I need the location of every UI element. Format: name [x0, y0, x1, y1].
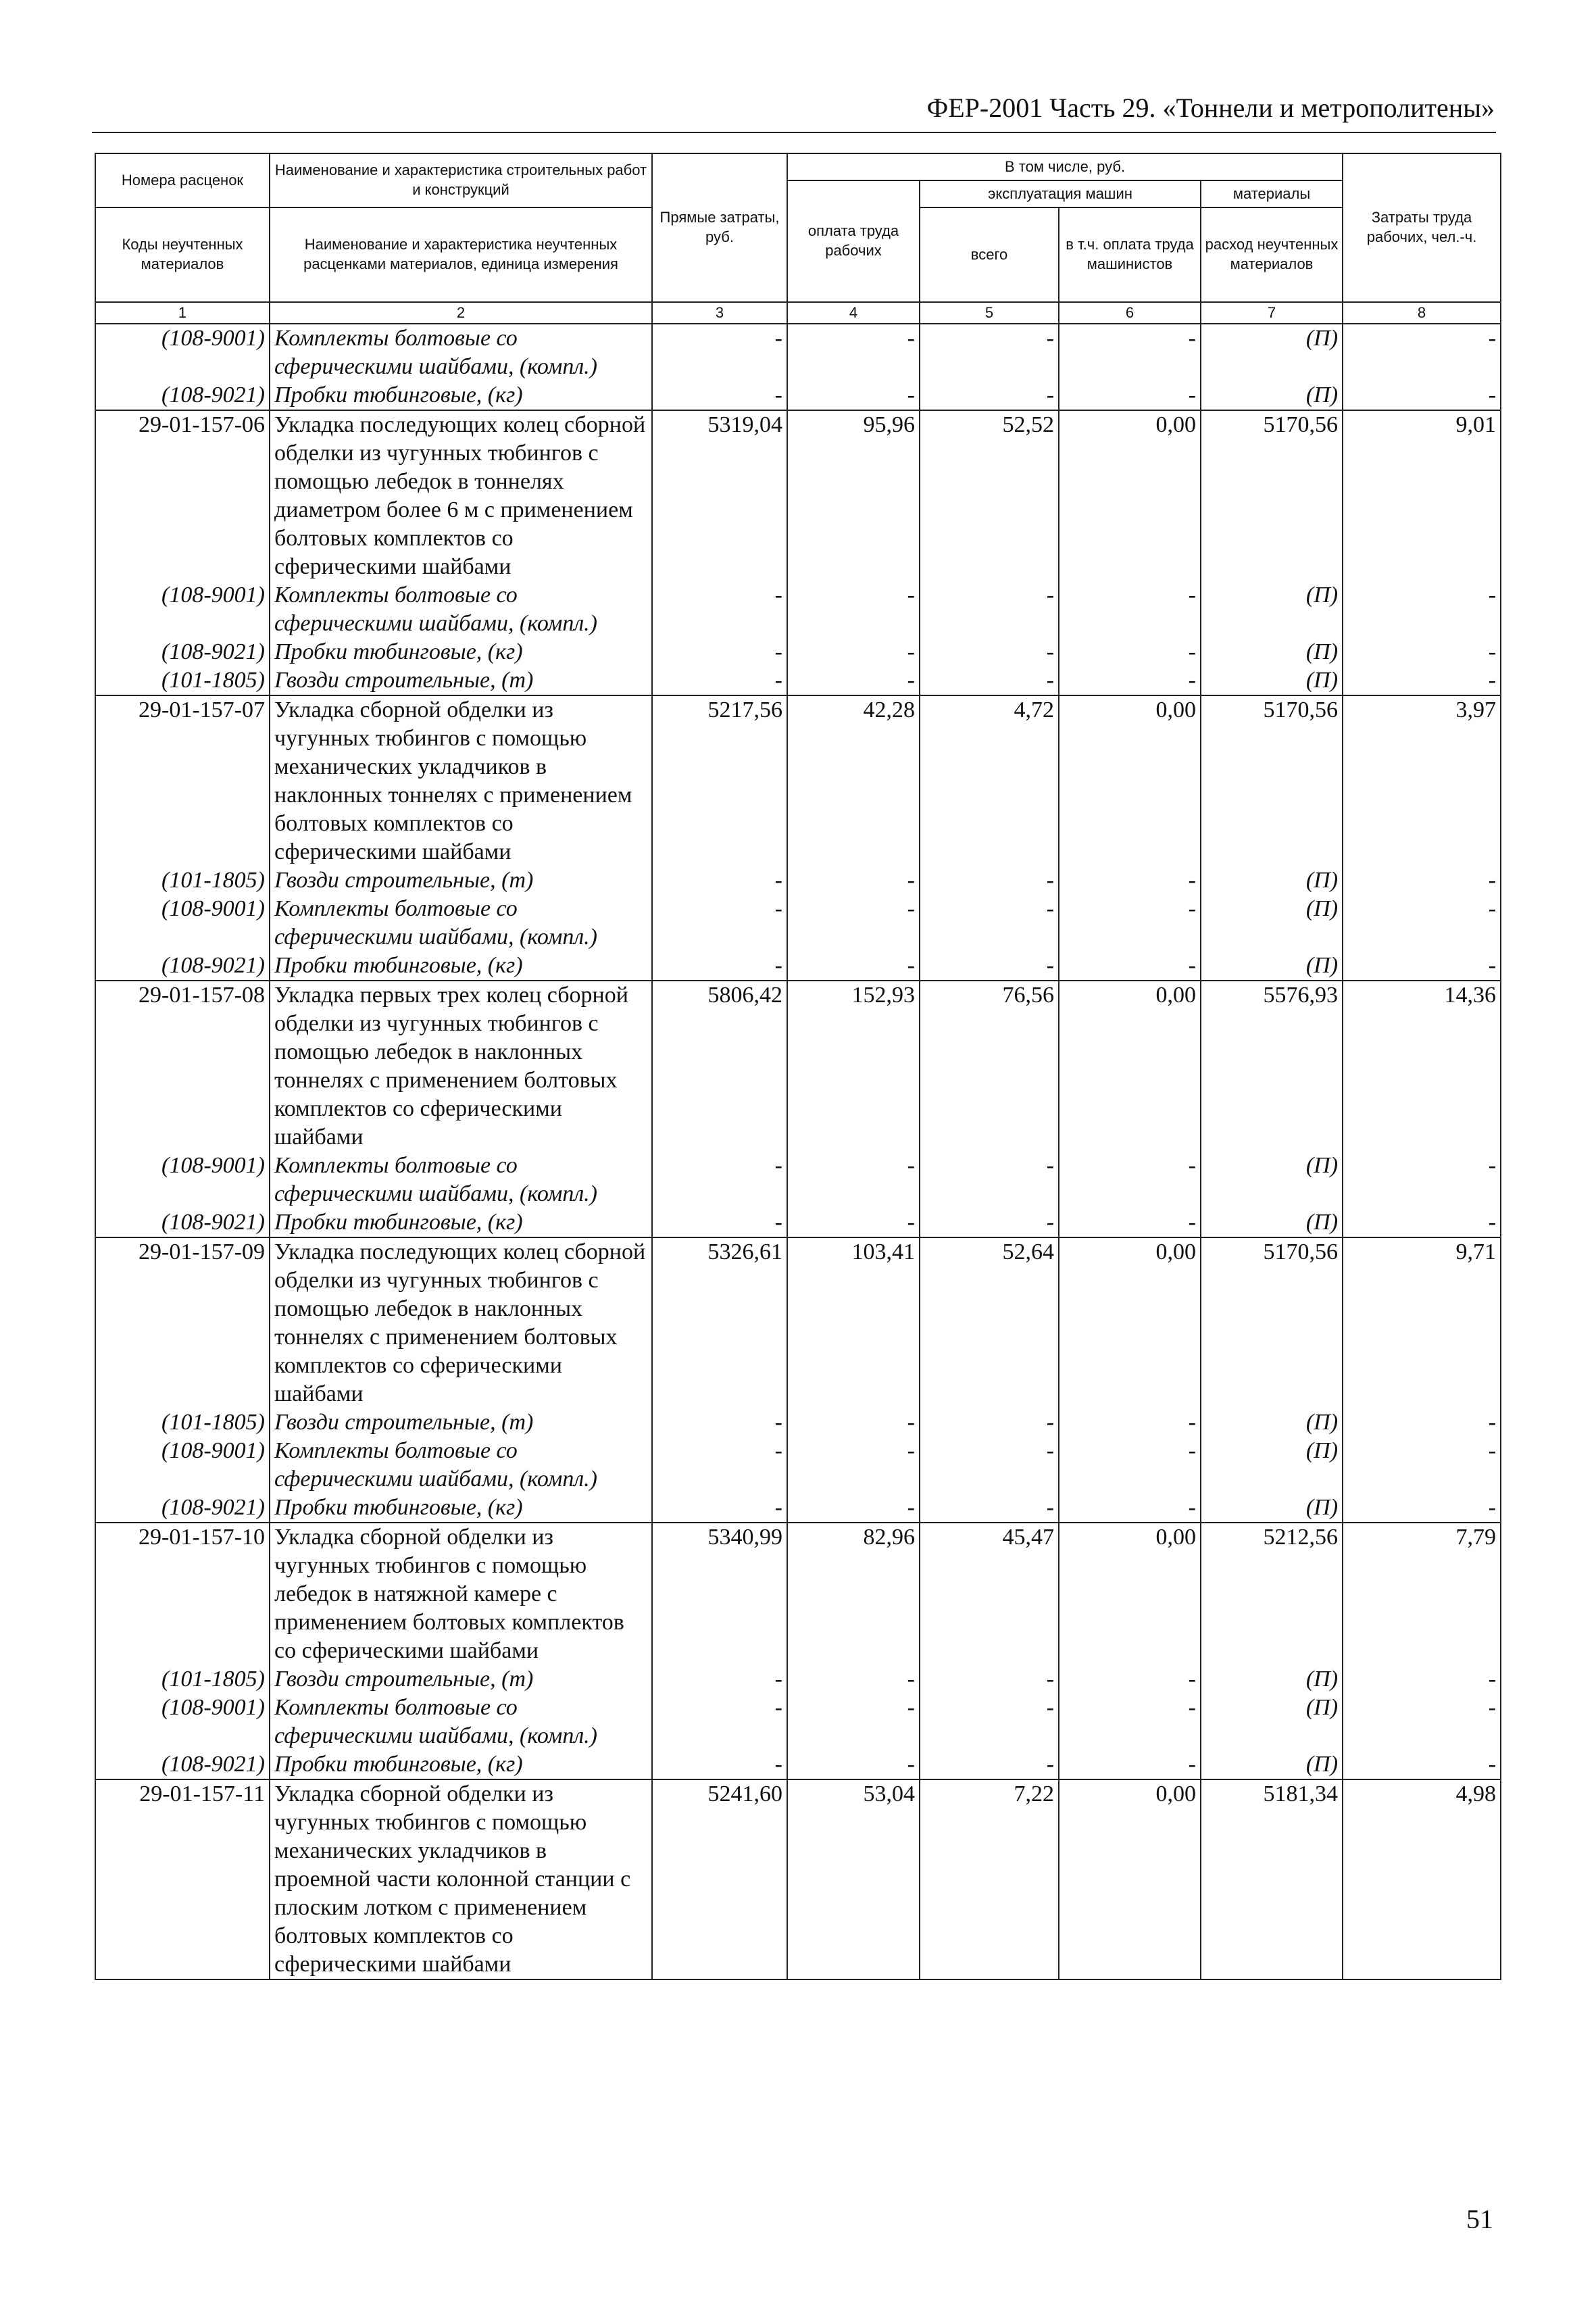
materials-value: (П)	[1201, 1665, 1343, 1694]
material-code: (108-9001)	[95, 324, 270, 381]
materials-value: (П)	[1201, 1408, 1343, 1437]
rate-row	[95, 1523, 1501, 1665]
material-row	[95, 1750, 1501, 1779]
material-code: (108-9001)	[95, 895, 270, 952]
material-row	[95, 866, 1501, 895]
material-name: Комплекты болтовые со сферическими шайбами, (компл.)	[270, 1437, 652, 1494]
header-machine-total: всего	[920, 207, 1059, 302]
machine-ops-value: -	[920, 1750, 1059, 1779]
machinist-pay-value: -	[1059, 1208, 1201, 1237]
machinist-pay-value: 0,00	[1059, 1237, 1201, 1408]
work-name: Укладка сборной обделки из чугунных тюбингов с помощью лебедок в натяжной камере с применением болтовых комплектов со сферическими шайбами	[270, 1523, 652, 1665]
material-name: Пробки тюбинговые, (кг)	[270, 638, 652, 666]
table-body	[95, 324, 1501, 1979]
header-materials-consumption: расход неучтенных материалов	[1201, 207, 1343, 302]
machine-ops-value: -	[920, 1208, 1059, 1237]
rate-row	[95, 1779, 1501, 1979]
materials-value: (П)	[1201, 666, 1343, 695]
materials-value: (П)	[1201, 324, 1343, 381]
labor-hours-value: 9,01	[1343, 410, 1501, 581]
direct-costs-value: 5241,60	[652, 1779, 787, 1979]
machine-ops-value: -	[920, 1408, 1059, 1437]
material-row	[95, 1665, 1501, 1694]
column-number: 7	[1201, 302, 1343, 324]
machinist-pay-value: -	[1059, 1437, 1201, 1494]
material-name: Пробки тюбинговые, (кг)	[270, 952, 652, 981]
material-row	[95, 324, 1501, 381]
materials-value: (П)	[1201, 1208, 1343, 1237]
header-material-names: Наименование и характеристика неучтенных расценками материалов, единица измерения	[270, 207, 652, 302]
material-name: Комплекты болтовые со сферическими шайбами, (компл.)	[270, 324, 652, 381]
direct-costs-value: -	[652, 581, 787, 638]
labor-hours-value: 9,71	[1343, 1237, 1501, 1408]
materials-value: (П)	[1201, 1694, 1343, 1750]
machine-ops-value: -	[920, 666, 1059, 695]
material-row	[95, 581, 1501, 638]
header-labor-costs: Затраты труда рабочих, чел.-ч.	[1343, 153, 1501, 302]
labor-pay-value: -	[787, 1408, 920, 1437]
machinist-pay-value: -	[1059, 866, 1201, 895]
labor-pay-value: -	[787, 1208, 920, 1237]
material-code: (108-9021)	[95, 381, 270, 410]
labor-pay-value: -	[787, 666, 920, 695]
work-name: Укладка сборной обделки из чугунных тюбингов с помощью механических укладчиков в наклонных тоннелях с применением болтовых комплектов со сферическими шайбами	[270, 695, 652, 866]
direct-costs-value: 5806,42	[652, 981, 787, 1152]
material-name: Гвозди строительные, (т)	[270, 866, 652, 895]
materials-value: (П)	[1201, 581, 1343, 638]
machine-ops-value: -	[920, 381, 1059, 410]
material-row	[95, 952, 1501, 981]
labor-pay-value: -	[787, 895, 920, 952]
labor-pay-value: -	[787, 866, 920, 895]
labor-hours-value: -	[1343, 1665, 1501, 1694]
material-row	[95, 1408, 1501, 1437]
machinist-pay-value: -	[1059, 1494, 1201, 1523]
labor-pay-value: -	[787, 952, 920, 981]
machine-ops-value: -	[920, 1694, 1059, 1750]
header-rate-numbers: Номера расценок	[95, 153, 270, 207]
materials-value: (П)	[1201, 1494, 1343, 1523]
materials-value: (П)	[1201, 638, 1343, 666]
header-machinist-pay: в т.ч. оплата труда машинистов	[1059, 207, 1201, 302]
labor-hours-value: -	[1343, 1494, 1501, 1523]
machine-ops-value: -	[920, 952, 1059, 981]
material-row	[95, 895, 1501, 952]
labor-pay-value: -	[787, 1750, 920, 1779]
labor-pay-value: -	[787, 1665, 920, 1694]
labor-pay-value: 82,96	[787, 1523, 920, 1665]
rate-row	[95, 981, 1501, 1152]
header-labor-pay: оплата труда рабочих	[787, 180, 920, 302]
header-materials: материалы	[1201, 180, 1343, 207]
machine-ops-value: -	[920, 581, 1059, 638]
direct-costs-value: -	[652, 666, 787, 695]
materials-value: 5170,56	[1201, 695, 1343, 866]
header-including: В том числе, руб.	[787, 153, 1343, 180]
machinist-pay-value: -	[1059, 1408, 1201, 1437]
labor-hours-value: 3,97	[1343, 695, 1501, 866]
material-code: (101-1805)	[95, 866, 270, 895]
material-code: (108-9001)	[95, 581, 270, 638]
page-header-title: ФЕР-2001 Часть 29. «Тоннели и метрополитены»	[926, 93, 1495, 123]
machinist-pay-value: -	[1059, 1152, 1201, 1208]
labor-hours-value: -	[1343, 952, 1501, 981]
direct-costs-value: -	[652, 1665, 787, 1694]
direct-costs-value: -	[652, 1408, 787, 1437]
work-name: Укладка последующих колец сборной обделки из чугунных тюбингов с помощью лебедок в наклонных тоннелях с применением болтовых комплектов со сферическими шайбами	[270, 1237, 652, 1408]
machinist-pay-value: -	[1059, 638, 1201, 666]
labor-hours-value: -	[1343, 581, 1501, 638]
rate-code: 29-01-157-10	[95, 1523, 270, 1665]
machinist-pay-value: -	[1059, 895, 1201, 952]
materials-value: (П)	[1201, 895, 1343, 952]
work-name: Укладка первых трех колец сборной обделки из чугунных тюбингов с помощью лебедок в наклонных тоннелях с применением болтовых комплектов со сферическими шайбами	[270, 981, 652, 1152]
direct-costs-value: -	[652, 1437, 787, 1494]
material-name: Гвозди строительные, (т)	[270, 666, 652, 695]
direct-costs-value: -	[652, 952, 787, 981]
direct-costs-value: -	[652, 866, 787, 895]
labor-hours-value: -	[1343, 895, 1501, 952]
labor-hours-value: 7,79	[1343, 1523, 1501, 1665]
column-number: 2	[270, 302, 652, 324]
labor-pay-value: 152,93	[787, 981, 920, 1152]
rate-row	[95, 1237, 1501, 1408]
machinist-pay-value: -	[1059, 1665, 1201, 1694]
column-numbers-row	[95, 302, 1501, 324]
materials-value: (П)	[1201, 952, 1343, 981]
machine-ops-value: 45,47	[920, 1523, 1059, 1665]
rate-code: 29-01-157-09	[95, 1237, 270, 1408]
direct-costs-value: -	[652, 1494, 787, 1523]
material-name: Пробки тюбинговые, (кг)	[270, 381, 652, 410]
material-code: (108-9001)	[95, 1152, 270, 1208]
materials-value: (П)	[1201, 1437, 1343, 1494]
rate-row	[95, 410, 1501, 581]
labor-pay-value: -	[787, 1437, 920, 1494]
material-code: (108-9021)	[95, 1750, 270, 1779]
materials-value: (П)	[1201, 1152, 1343, 1208]
materials-value: 5170,56	[1201, 410, 1343, 581]
machinist-pay-value: -	[1059, 1750, 1201, 1779]
material-name: Пробки тюбинговые, (кг)	[270, 1494, 652, 1523]
labor-pay-value: 42,28	[787, 695, 920, 866]
labor-hours-value: 14,36	[1343, 981, 1501, 1152]
column-number: 8	[1343, 302, 1501, 324]
materials-value: (П)	[1201, 1750, 1343, 1779]
rate-code: 29-01-157-06	[95, 410, 270, 581]
machine-ops-value: -	[920, 1494, 1059, 1523]
direct-costs-value: -	[652, 324, 787, 381]
labor-hours-value: -	[1343, 1694, 1501, 1750]
table-header	[95, 153, 1501, 324]
direct-costs-value: -	[652, 638, 787, 666]
header-material-codes: Коды неучтенных материалов	[95, 207, 270, 302]
machinist-pay-value: 0,00	[1059, 1523, 1201, 1665]
direct-costs-value: 5217,56	[652, 695, 787, 866]
machine-ops-value: -	[920, 866, 1059, 895]
header-direct-costs: Прямые затраты, руб.	[652, 153, 787, 302]
labor-hours-value: -	[1343, 1408, 1501, 1437]
material-code: (101-1805)	[95, 1665, 270, 1694]
material-code: (108-9021)	[95, 638, 270, 666]
material-code: (108-9001)	[95, 1694, 270, 1750]
labor-hours-value: -	[1343, 866, 1501, 895]
labor-pay-value: 53,04	[787, 1779, 920, 1979]
direct-costs-value: -	[652, 895, 787, 952]
material-code: (108-9021)	[95, 1494, 270, 1523]
machine-ops-value: 52,52	[920, 410, 1059, 581]
material-row	[95, 638, 1501, 666]
material-row	[95, 1208, 1501, 1237]
material-row	[95, 666, 1501, 695]
labor-pay-value: -	[787, 381, 920, 410]
labor-hours-value: -	[1343, 1750, 1501, 1779]
materials-value: 5170,56	[1201, 1237, 1343, 1408]
materials-value: 5212,56	[1201, 1523, 1343, 1665]
material-name: Гвозди строительные, (т)	[270, 1408, 652, 1437]
machinist-pay-value: -	[1059, 381, 1201, 410]
material-row	[95, 381, 1501, 410]
header-machine-ops: эксплуатация машин	[920, 180, 1201, 207]
column-number: 1	[95, 302, 270, 324]
column-number: 5	[920, 302, 1059, 324]
material-code: (108-9001)	[95, 1437, 270, 1494]
labor-pay-value: -	[787, 324, 920, 381]
direct-costs-value: 5319,04	[652, 410, 787, 581]
machine-ops-value: 4,72	[920, 695, 1059, 866]
direct-costs-value: -	[652, 381, 787, 410]
page-number: 51	[1466, 2204, 1493, 2234]
rate-code: 29-01-157-07	[95, 695, 270, 866]
machinist-pay-value: -	[1059, 666, 1201, 695]
labor-hours-value: 4,98	[1343, 1779, 1501, 1979]
material-name: Комплекты болтовые со сферическими шайбами, (компл.)	[270, 895, 652, 952]
machine-ops-value: -	[920, 324, 1059, 381]
direct-costs-value: 5340,99	[652, 1523, 787, 1665]
direct-costs-value: -	[652, 1208, 787, 1237]
direct-costs-value: 5326,61	[652, 1237, 787, 1408]
labor-hours-value: -	[1343, 381, 1501, 410]
header-work-name: Наименование и характеристика строительных работ и конструкций	[270, 153, 652, 207]
rate-code: 29-01-157-11	[95, 1779, 270, 1979]
labor-pay-value: 103,41	[787, 1237, 920, 1408]
machine-ops-value: 52,64	[920, 1237, 1059, 1408]
material-name: Пробки тюбинговые, (кг)	[270, 1208, 652, 1237]
column-number: 6	[1059, 302, 1201, 324]
labor-pay-value: -	[787, 1694, 920, 1750]
labor-hours-value: -	[1343, 324, 1501, 381]
materials-value: 5576,93	[1201, 981, 1343, 1152]
material-row	[95, 1152, 1501, 1208]
direct-costs-value: -	[652, 1152, 787, 1208]
machinist-pay-value: -	[1059, 581, 1201, 638]
header-rule	[92, 132, 1496, 133]
machine-ops-value: -	[920, 638, 1059, 666]
material-code: (108-9021)	[95, 952, 270, 981]
work-name: Укладка сборной обделки из чугунных тюбингов с помощью механических укладчиков в проемной части колонной станции с плоским лотком с применением болтовых комплектов со сферическими шайбами	[270, 1779, 652, 1979]
material-row	[95, 1694, 1501, 1750]
material-name: Гвозди строительные, (т)	[270, 1665, 652, 1694]
machine-ops-value: -	[920, 1665, 1059, 1694]
machinist-pay-value: -	[1059, 1694, 1201, 1750]
labor-hours-value: -	[1343, 1437, 1501, 1494]
machinist-pay-value: -	[1059, 952, 1201, 981]
machine-ops-value: -	[920, 895, 1059, 952]
machine-ops-value: 76,56	[920, 981, 1059, 1152]
machine-ops-value: 7,22	[920, 1779, 1059, 1979]
machinist-pay-value: 0,00	[1059, 695, 1201, 866]
column-number: 4	[787, 302, 920, 324]
materials-value: (П)	[1201, 381, 1343, 410]
direct-costs-value: -	[652, 1750, 787, 1779]
work-name: Укладка последующих колец сборной обделки из чугунных тюбингов с помощью лебедок в тоннелях диаметром более 6 м с применением болтовых комплектов со сферическими шайбами	[270, 410, 652, 581]
rates-table	[95, 153, 1501, 1980]
labor-hours-value: -	[1343, 1152, 1501, 1208]
material-code: (101-1805)	[95, 1408, 270, 1437]
material-name: Комплекты болтовые со сферическими шайбами, (компл.)	[270, 581, 652, 638]
rate-code: 29-01-157-08	[95, 981, 270, 1152]
material-code: (108-9021)	[95, 1208, 270, 1237]
rate-row	[95, 695, 1501, 866]
material-name: Пробки тюбинговые, (кг)	[270, 1750, 652, 1779]
labor-hours-value: -	[1343, 666, 1501, 695]
material-name: Комплекты болтовые со сферическими шайбами, (компл.)	[270, 1694, 652, 1750]
machinist-pay-value: 0,00	[1059, 410, 1201, 581]
labor-pay-value: -	[787, 1494, 920, 1523]
labor-hours-value: -	[1343, 638, 1501, 666]
labor-pay-value: -	[787, 638, 920, 666]
material-row	[95, 1437, 1501, 1494]
material-row	[95, 1494, 1501, 1523]
machinist-pay-value: -	[1059, 324, 1201, 381]
materials-value: 5181,34	[1201, 1779, 1343, 1979]
materials-value: (П)	[1201, 866, 1343, 895]
material-code: (101-1805)	[95, 666, 270, 695]
machinist-pay-value: 0,00	[1059, 1779, 1201, 1979]
column-number: 3	[652, 302, 787, 324]
direct-costs-value: -	[652, 1694, 787, 1750]
material-name: Комплекты болтовые со сферическими шайбами, (компл.)	[270, 1152, 652, 1208]
machine-ops-value: -	[920, 1152, 1059, 1208]
labor-pay-value: -	[787, 1152, 920, 1208]
machine-ops-value: -	[920, 1437, 1059, 1494]
labor-pay-value: -	[787, 581, 920, 638]
labor-pay-value: 95,96	[787, 410, 920, 581]
machinist-pay-value: 0,00	[1059, 981, 1201, 1152]
labor-hours-value: -	[1343, 1208, 1501, 1237]
